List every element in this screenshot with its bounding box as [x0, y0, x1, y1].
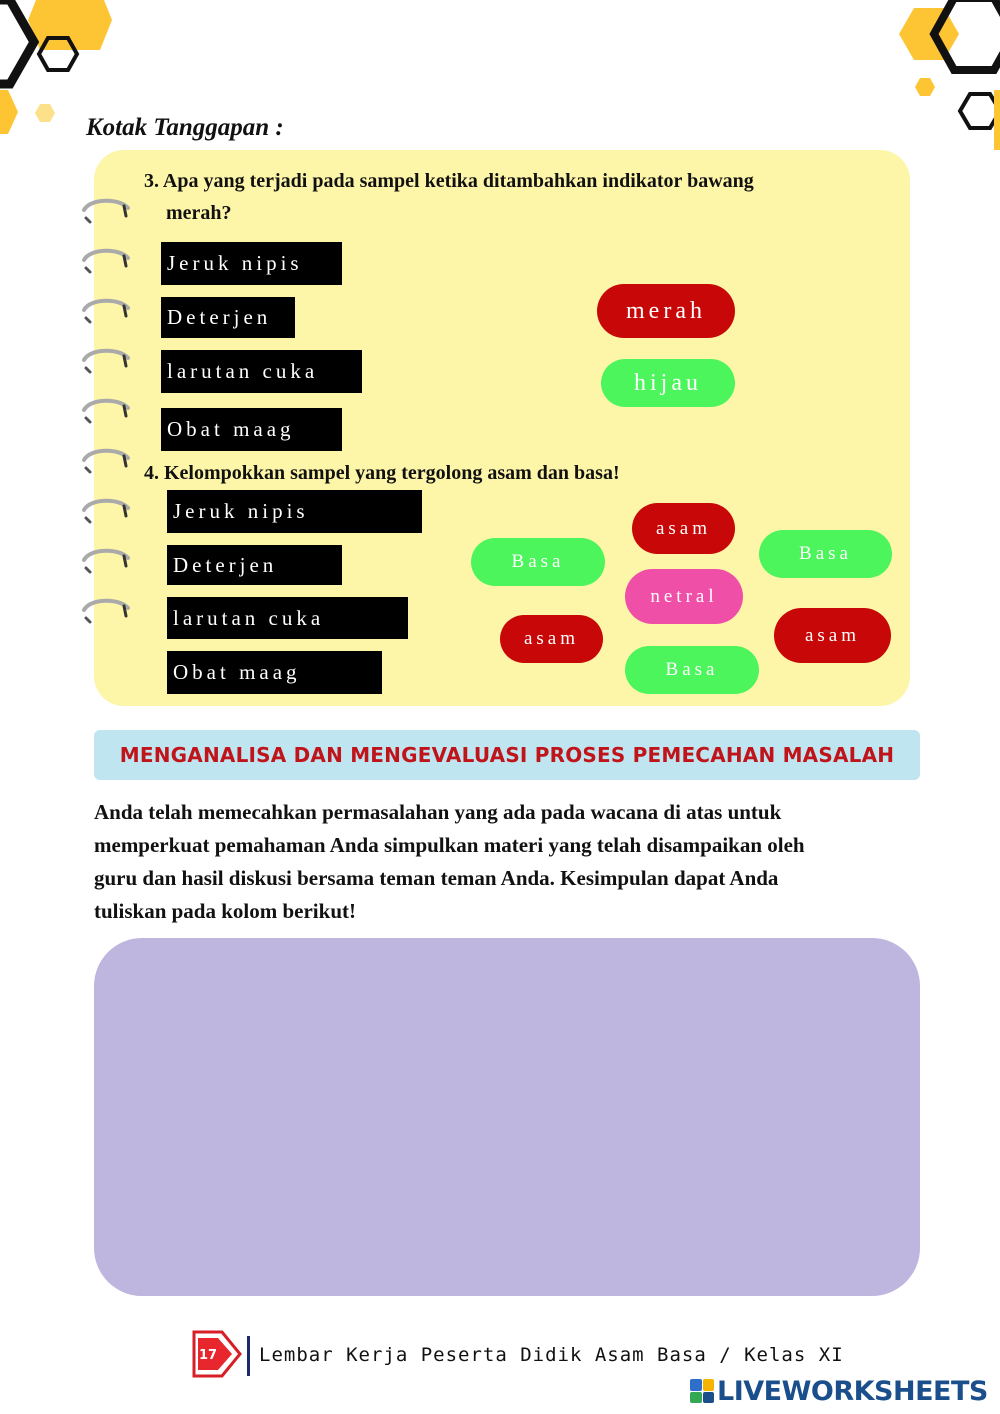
section-title: MENGANALISA DAN MENGEVALUASI PROSES PEMECAHAN MASALAH: [94, 730, 920, 780]
q3-option-merah[interactable]: merah: [597, 284, 735, 338]
q4-option-asam-right[interactable]: asam: [774, 608, 891, 663]
question-3-line2: merah?: [166, 202, 232, 224]
q3-sample-larutan-cuka[interactable]: larutan cuka: [161, 350, 362, 393]
footer-divider: [247, 1336, 250, 1376]
page-number: 17: [198, 1348, 218, 1363]
q4-option-basa-bottom[interactable]: Basa: [625, 646, 759, 694]
footer-title: Lembar Kerja Peserta Didik Asam Basa / Kelas XI: [259, 1344, 844, 1366]
question-3-line1: 3. Apa yang terjadi pada sampel ketika ditambahkan indikator bawang: [144, 170, 754, 192]
q4-option-basa-right[interactable]: Basa: [759, 530, 892, 578]
q4-sample-larutan-cuka[interactable]: larutan cuka: [167, 597, 408, 639]
paragraph-line-2: memperkuat pemahaman Anda simpulkan materi yang telah disampaikan oleh: [94, 833, 805, 857]
q3-option-hijau[interactable]: hijau: [601, 359, 735, 407]
q4-option-netral[interactable]: netral: [625, 569, 743, 624]
q3-sample-jeruk-nipis[interactable]: Jeruk nipis: [161, 242, 342, 285]
q4-option-asam-top[interactable]: asam: [632, 503, 735, 554]
notebook-spiral-icon: [80, 196, 136, 646]
paragraph-line-4: tuliskan pada kolom berikut!: [94, 899, 356, 923]
q4-option-asam-left[interactable]: asam: [500, 615, 603, 663]
instruction-paragraph: [94, 796, 894, 928]
page-number-badge-icon: [192, 1330, 242, 1378]
question-4-text: 4. Kelompokkan sampel yang tergolong asam dan basa!: [144, 462, 620, 484]
liveworksheets-icon: [690, 1379, 714, 1403]
conclusion-answer-area[interactable]: [94, 938, 920, 1296]
q3-sample-obat-maag[interactable]: Obat maag: [161, 408, 342, 451]
q4-sample-obat-maag[interactable]: Obat maag: [167, 651, 382, 694]
liveworksheets-logo: [690, 1374, 990, 1408]
hexagon-decoration-top-right: [890, 0, 1000, 160]
response-heading: Kotak Tanggapan :: [86, 114, 284, 141]
liveworksheets-wordmark: LIVEWORKSHEETS: [717, 1375, 988, 1407]
q4-sample-deterjen[interactable]: Deterjen: [167, 545, 342, 585]
paragraph-line-3: guru dan hasil diskusi bersama teman teman Anda. Kesimpulan dapat Anda: [94, 866, 779, 890]
q4-sample-jeruk-nipis[interactable]: Jeruk nipis: [167, 490, 422, 533]
q3-sample-deterjen[interactable]: Deterjen: [161, 297, 295, 338]
q4-option-basa-left[interactable]: Basa: [471, 538, 605, 586]
paragraph-line-1: Anda telah memecahkan permasalahan yang ada pada wacana di atas untuk: [94, 800, 782, 824]
